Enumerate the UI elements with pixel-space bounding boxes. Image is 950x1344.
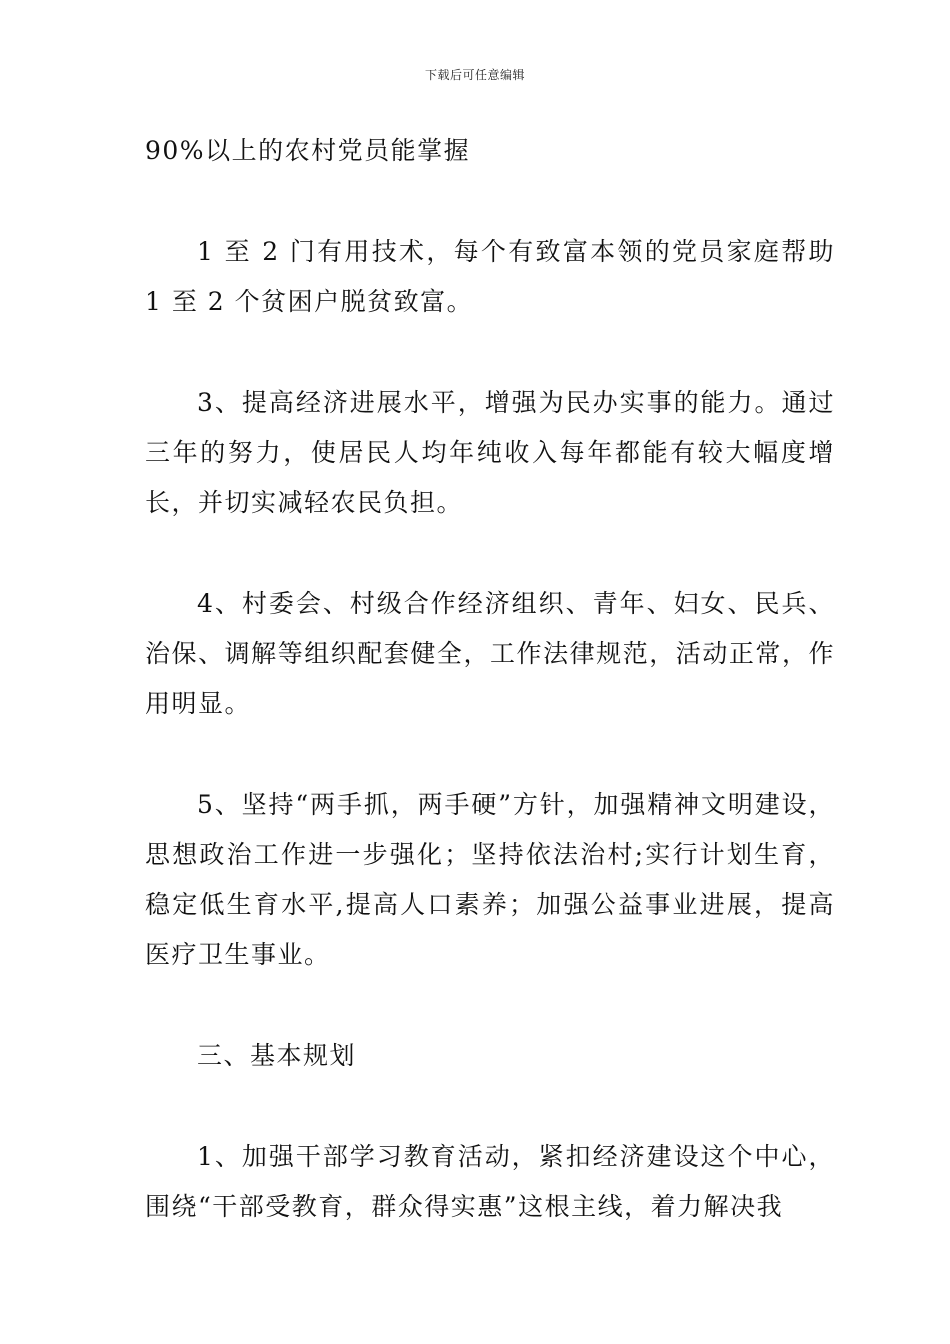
paragraph-technology: 1 至 2 门有用技术，每个有致富本领的党员家庭帮助 1 至 2 个贫困户脱贫致富。 [145, 237, 845, 316]
paragraph-intro: 90%以上的农村党员能掌握 [145, 136, 471, 165]
document-body [145, 126, 845, 1283]
paragraph-plan-1: 1、加强干部学习教育活动，紧扣经济建设这个中心，围绕“干部受教育，群众得实惠”这根主线，着力解决我 [145, 1142, 835, 1221]
section-heading: 三、基本规划 [197, 1041, 357, 1070]
paragraph-item-3: 3、提高经济进展水平，增强为民办实事的能力。通过三年的努力，使居民人均年纯收入每年都能有较大幅度增长，并切实减轻农民负担。 [145, 388, 835, 517]
page-header: 下载后可任意编辑 [424, 68, 525, 82]
paragraph-item-4: 4、村委会、村级合作经济组织、青年、妇女、民兵、治保、调解等组织配套健全，工作法律规范，活动正常，作用明显。 [145, 589, 835, 718]
paragraph-item-5: 5、坚持“两手抓，两手硬”方针，加强精神文明建设，思想政治工作进一步强化；坚持依法治村;实行计划生育，稳定低生育水平,提高人口素养；加强公益事业进展，提高医疗卫生事业。 [145, 790, 835, 969]
